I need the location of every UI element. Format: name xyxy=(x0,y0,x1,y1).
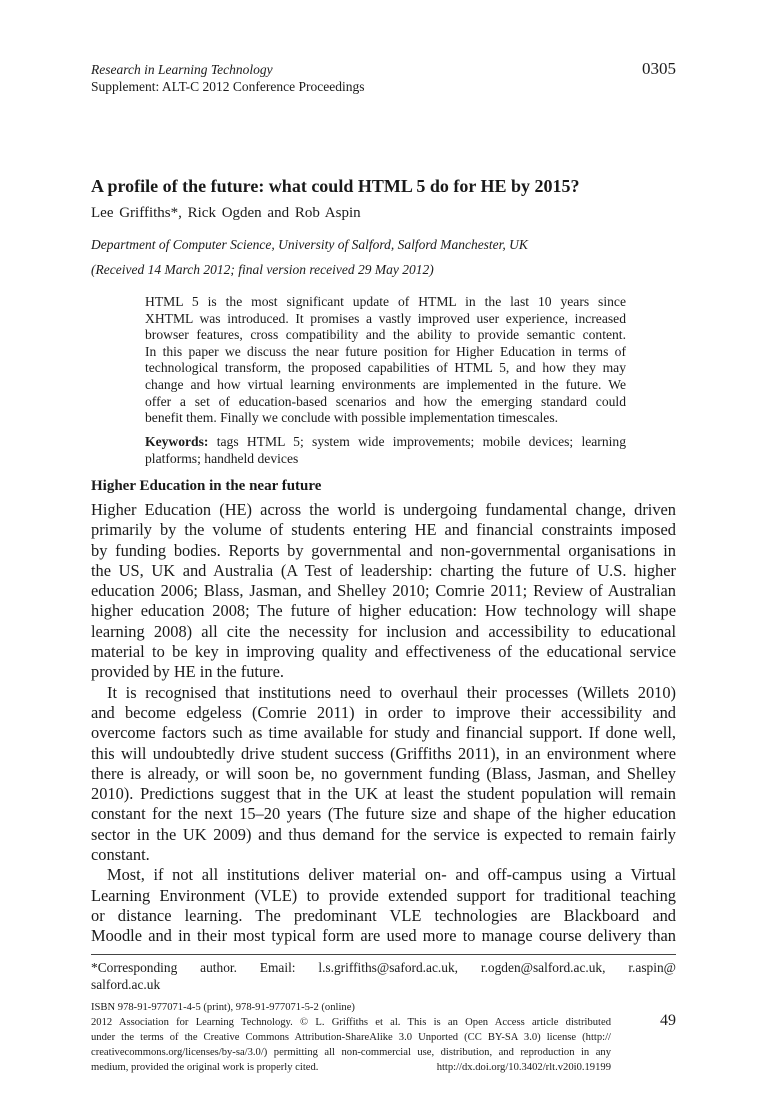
abstract-line: change and how virtual learning environments are implemented in the future. We xyxy=(145,376,626,392)
license-block xyxy=(91,1000,611,1075)
body-line: there is already, or will soon be, no government funding (Blass, Jasman, and Shelley xyxy=(91,763,676,783)
body-line: Moodle and in their most typical form are used more to manage course delivery than xyxy=(91,926,676,946)
footnote-divider xyxy=(91,954,676,955)
received-dates: (Received 14 March 2012; final version received 29 May 2012) xyxy=(91,262,434,277)
keywords xyxy=(145,434,626,467)
license-line: medium, provided the original work is properly cited. xyxy=(91,1062,319,1073)
body-line: 2010). Predictions suggest that in the UK at least the student population will remain xyxy=(91,784,676,804)
body-line: Learning Environment (VLE) to provide extended support for traditional teaching xyxy=(91,885,676,905)
body-line: Higher Education (HE) across the world is undergoing fundamental change, driven xyxy=(91,500,676,519)
abstract-line: offer a set of education-based scenarios and how the emerging standard could xyxy=(145,393,626,409)
body-line: this will undoubtedly drive student success (Griffiths 2011), in an environment where xyxy=(91,743,676,763)
footnote-line: salford.ac.uk xyxy=(91,977,161,992)
body-line: higher education 2008; The future of higher education: How technology will shape xyxy=(91,601,676,621)
page-number: 49 xyxy=(660,1012,676,1029)
affiliation: Department of Computer Science, University of Salford, Salford Manchester, UK xyxy=(91,237,528,252)
body-line: sector in the UK 2009) and thus demand for the service is expected to remain fairly xyxy=(91,824,676,844)
footnote xyxy=(91,959,676,993)
running-header xyxy=(91,61,364,95)
doi-link[interactable]: http://dx.doi.org/10.3402/rlt.v20i0.19199 xyxy=(436,1062,611,1073)
body-line: and become edgeless (Comrie 2011) in order to improve their accessibility and xyxy=(91,702,676,722)
body-text xyxy=(91,500,676,947)
abstract-line: browser features, cross compatibility and the ability to provide semantic content. xyxy=(145,327,626,343)
authors: Lee Griffiths*, Rick Ogden and Rob Aspin xyxy=(91,205,361,221)
license-line: 2012 Association for Learning Technology. © L. Griffiths et al. This is an Open Access article distributed xyxy=(91,1017,611,1028)
keywords-label: Keywords: xyxy=(145,434,209,449)
body-line: Most, if not all institutions deliver material on- and off-campus using a Virtual xyxy=(107,865,676,885)
body-line: constant. xyxy=(91,845,150,865)
abstract-line: technological transform, the proposed capabilities of HTML 5, and how they may xyxy=(145,360,626,376)
section-heading: Higher Education in the near future xyxy=(91,478,322,494)
paper-title: A profile of the future: what could HTML 5 do for HE by 2015? xyxy=(91,176,580,196)
keywords-text: platforms; handheld devices xyxy=(145,450,299,466)
abstract-line: benefit them. Finally we conclude with possible implementation timescales. xyxy=(145,410,559,426)
body-line: by funding bodies. Reports by governmental and non-governmental organisations in xyxy=(91,540,676,560)
supplement-name: Supplement: ALT-C 2012 Conference Proceedings xyxy=(91,79,365,94)
keywords-text: tags HTML 5; system wide improvements; mobile devices; learning xyxy=(216,434,626,449)
footnote-line: *Corresponding author. Email: l.s.griffiths@saford.ac.uk, r.ogden@salford.ac.uk, r.aspin@ xyxy=(91,960,676,975)
body-line: It is recognised that institutions need to overhaul their processes (Willets 2010) xyxy=(107,682,676,702)
abstract-line: XHTML was introduced. It promises a vastly improved user experience, increased xyxy=(145,310,626,326)
body-line: the US, UK and Australia (A Test of leadership: charting the future of U.S. higher xyxy=(91,560,676,580)
isbn: ISBN 978-91-977071-4-5 (print), 978-91-977071-5-2 (online) xyxy=(91,1002,355,1013)
license-line: under the terms of the Creative Commons Attribution-ShareAlike 3.0 Unported (CC BY-SA 3.0) license (http:// xyxy=(91,1032,611,1043)
journal-name: Research in Learning Technology xyxy=(91,62,273,77)
body-line: or distance learning. The predominant VLE technologies are Blackboard and xyxy=(91,905,676,925)
license-line: creativecommons.org/licenses/by-sa/3.0/) permitting all non-commercial use, distribution, and reproduction in any xyxy=(91,1047,611,1058)
body-line: education 2006; Blass, Jasman, and Shelley 2010; Comrie 2011; Review of Australian xyxy=(91,581,676,601)
abstract-line: HTML 5 is the most significant update of HTML in the last 10 years since xyxy=(145,294,626,309)
body-line: learning 2008) all cite the necessity for inclusion and accessibility to educational xyxy=(91,621,676,641)
body-line: overcome factors such as time available for study and financial support. If done well, xyxy=(91,723,676,743)
body-line: constant for the next 15–20 years (The future size and shape of the higher education xyxy=(91,804,676,824)
body-line: provided by HE in the future. xyxy=(91,662,284,682)
body-line: primarily by the volume of students entering HE and financial constraints imposed xyxy=(91,520,676,540)
body-line: material to be key in improving quality and effectiveness of the educational service xyxy=(91,642,676,662)
abstract xyxy=(145,294,626,427)
abstract-line: In this paper we discuss the near future position for Higher Education in terms of xyxy=(145,343,626,359)
article-number: 0305 xyxy=(642,59,676,78)
